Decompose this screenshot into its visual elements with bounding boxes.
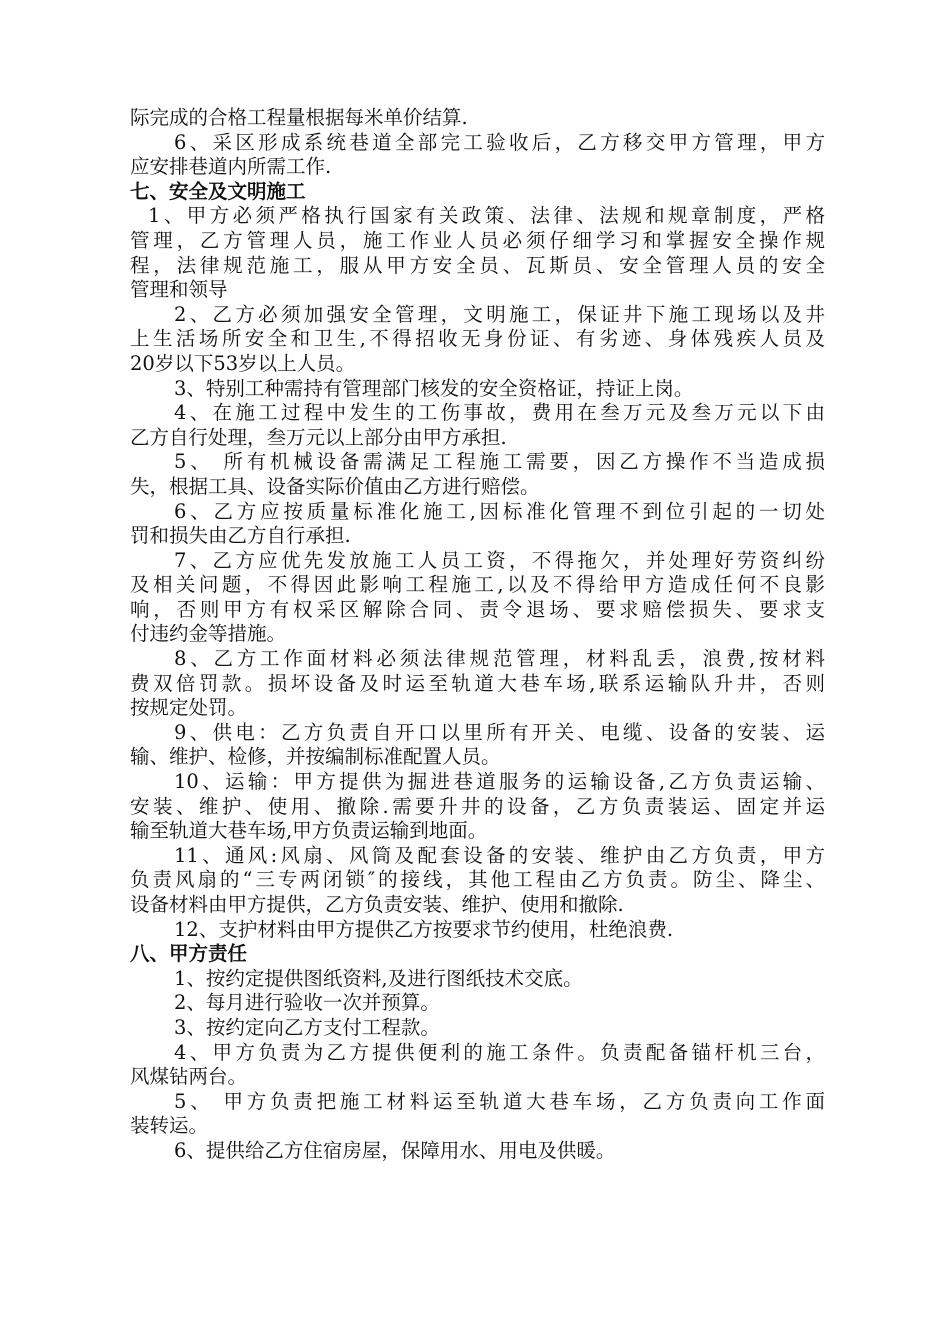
paragraph-line: 管理和领导 bbox=[130, 278, 228, 302]
paragraph-line: 6、提供给乙方住宿房屋，保障用水、用电及供暖。 bbox=[174, 1138, 616, 1162]
paragraph bbox=[130, 500, 825, 549]
paragraph bbox=[130, 401, 825, 450]
paragraph bbox=[130, 106, 825, 131]
paragraph-line: 程，法律规范施工，服从甲方安全员、瓦斯员、安全管理人员的安全 bbox=[130, 253, 825, 277]
paragraph bbox=[130, 450, 825, 499]
paragraph-line: 4、甲方负责为乙方提供便利的施工条件。负责配备锚杆机三台， bbox=[174, 1040, 825, 1064]
paragraph-line: 11、通风:风扇、风筒及配套设备的安装、维护由乙方负责，甲方 bbox=[174, 843, 825, 867]
paragraph bbox=[130, 991, 825, 1016]
paragraph-line: 管理，乙方管理人员，施工作业人员必须仔细学习和掌握安全操作规 bbox=[130, 228, 825, 252]
paragraph-line: 安装、维护、使用、撤除.需要升井的设备，乙方负责装运、固定并运 bbox=[130, 794, 825, 818]
paragraph bbox=[130, 1090, 825, 1139]
paragraph-line: 3、按约定向乙方支付工程款。 bbox=[174, 1015, 440, 1039]
paragraph-line: 应安排巷道内所需工作. bbox=[130, 155, 332, 179]
paragraph-line: 12、支护材料由甲方提供乙方按要求节约使用，杜绝浪费. bbox=[174, 917, 674, 941]
paragraph-line: 按规定处罚。 bbox=[130, 696, 248, 720]
paragraph-line: 响，否则甲方有权采区解除合同、责令退场、要求赔偿损失、要求支 bbox=[130, 597, 825, 621]
paragraph-line: 乙方自行处理，叁万元以上部分由甲方承担. bbox=[130, 425, 507, 449]
paragraph-line: 风煤钻两台。 bbox=[130, 1065, 248, 1089]
paragraph-line: 4、在施工过程中发生的工伤事故，费用在叁万元及叁万元以下由 bbox=[174, 401, 825, 425]
paragraph bbox=[130, 549, 825, 647]
paragraph-line: 失，根据工具、设备实际价值由乙方进行赔偿。 bbox=[130, 474, 540, 498]
paragraph-line: 8、乙方工作面材料必须法律规范管理，材料乱丢，浪费,按材料 bbox=[174, 647, 825, 671]
paragraph-line: 2、乙方必须加强安全管理，文明施工，保证井下施工现场以及井 bbox=[174, 302, 825, 326]
paragraph-line: 1、甲方必须严格执行国家有关政策、法律、法规和规章制度，严格 bbox=[148, 204, 825, 228]
paragraph bbox=[130, 770, 825, 844]
paragraph-line: 1、按约定提供图纸资料,及进行图纸技术交底。 bbox=[174, 966, 583, 990]
paragraph bbox=[130, 647, 825, 721]
paragraph-line: 7、乙方应优先发放施工人员工资，不得拖欠，并处理好劳资纠纷 bbox=[174, 548, 825, 572]
paragraph-line: 装转运。 bbox=[130, 1114, 209, 1138]
paragraph-line: 3、特别工种需持有管理部门核发的安全资格证，持证上岗。 bbox=[174, 376, 694, 400]
paragraph-line: 20岁以下53岁以上人员。 bbox=[130, 351, 356, 375]
paragraph bbox=[130, 303, 825, 377]
paragraph-line: 5、 所有机械设备需满足工程施工需要，因乙方操作不当造成损 bbox=[174, 450, 825, 474]
paragraph-line: 6、乙方应按质量标准化施工,因标准化管理不到位引起的一切处 bbox=[174, 499, 825, 523]
paragraph bbox=[130, 721, 825, 770]
paragraph-line: 费双倍罚款。损坏设备及时运至轨道大巷车场,联系运输队升井，否则 bbox=[130, 671, 825, 695]
paragraph-line: 输至轨道大巷车场,甲方负责运输到地面。 bbox=[130, 819, 488, 843]
paragraph-line: 付违约金等措施。 bbox=[130, 622, 287, 646]
paragraph-line: 输、维护、检修，并按编制标准配置人员。 bbox=[130, 745, 501, 769]
paragraph bbox=[130, 204, 825, 302]
section-heading: 七、安全及文明施工 bbox=[130, 179, 306, 203]
paragraph-line: 负责风扇的“三专两闭锁″的接线，其他工程由乙方负责。防尘、降尘、 bbox=[130, 868, 825, 892]
paragraph-line: 罚和损失由乙方自行承担. bbox=[130, 524, 351, 548]
paragraph-line: 9、供电：乙方负责自开口以里所有开关、电缆、设备的安装、运 bbox=[174, 720, 825, 744]
paragraph-line: 5、 甲方负责把施工材料运至轨道大巷车场，乙方负责向工作面 bbox=[174, 1089, 825, 1113]
document-page bbox=[130, 106, 825, 1164]
paragraph-line: 上生活场所安全和卫生,不得招收无身份证、有劣迹、身体残疾人员及 bbox=[130, 327, 825, 351]
paragraph-line: 设备材料由甲方提供，乙方负责安装、维护、使用和撤除. bbox=[130, 893, 624, 916]
paragraph-line: 及相关问题，不得因此影响工程施工,以及不得给甲方造成任何不良影 bbox=[130, 573, 825, 597]
paragraph-line: 2、每月进行验收一次并预算。 bbox=[174, 991, 440, 1015]
paragraph-line: 6、采区形成系统巷道全部完工验收后，乙方移交甲方管理，甲方 bbox=[174, 130, 825, 154]
paragraph bbox=[130, 377, 825, 402]
paragraph bbox=[130, 1016, 825, 1041]
paragraph bbox=[130, 1041, 825, 1090]
paragraph bbox=[130, 918, 825, 943]
paragraph bbox=[130, 844, 825, 918]
paragraph bbox=[130, 967, 825, 992]
paragraph-line: 10、运输：甲方提供为掘进巷道服务的运输设备,乙方负责运输、 bbox=[174, 770, 825, 794]
paragraph bbox=[130, 1139, 825, 1164]
paragraph bbox=[130, 131, 825, 180]
paragraph-line: 际完成的合格工程量根据每米单价结算. bbox=[130, 106, 468, 129]
section-heading: 八、甲方责任 bbox=[130, 942, 248, 966]
